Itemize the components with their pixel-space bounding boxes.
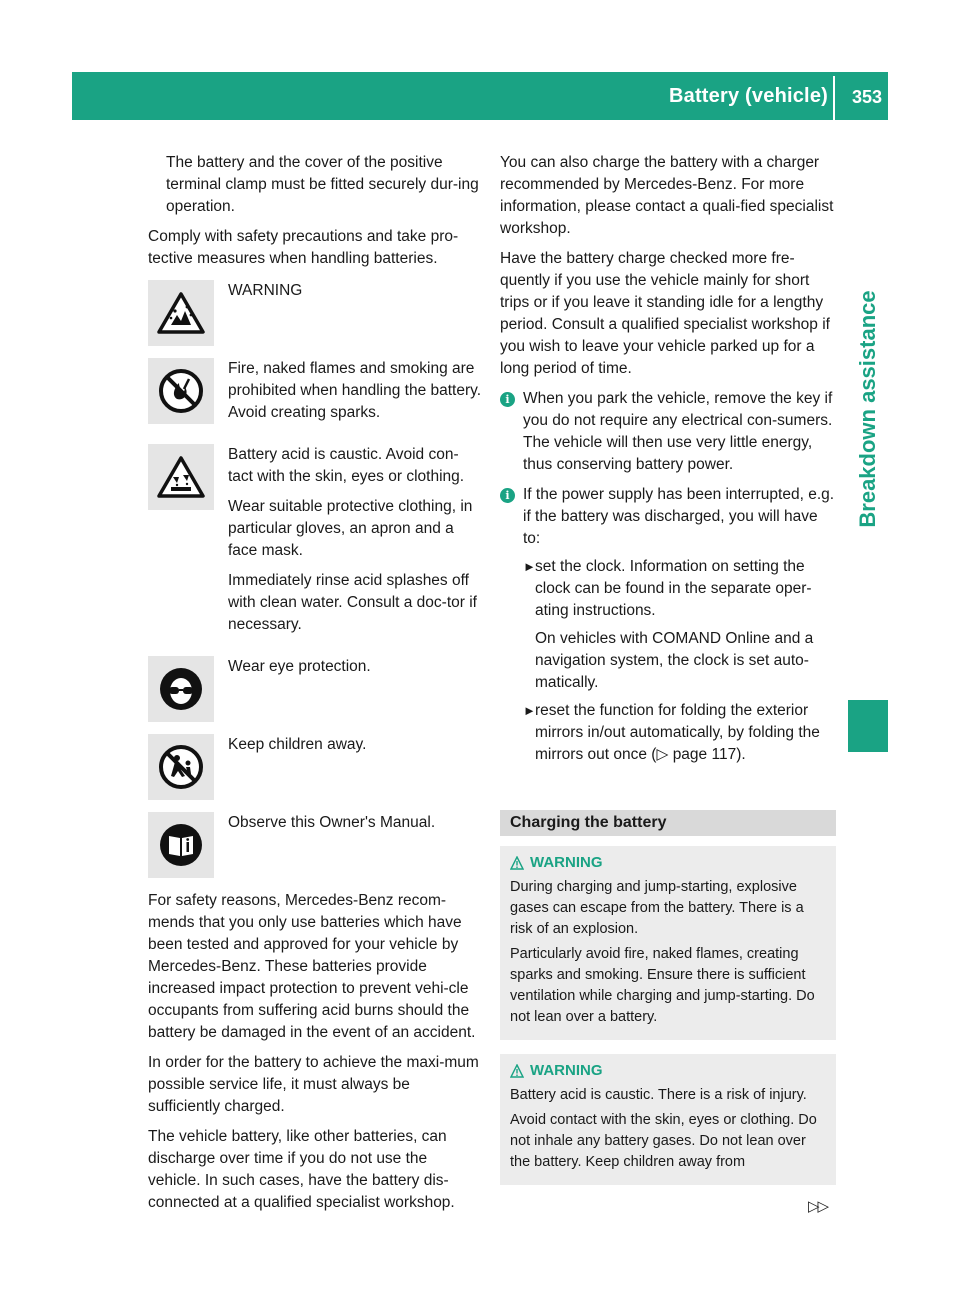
warning-box [500,846,836,1040]
symbol-row-owners-manual [148,812,482,878]
header-title: Battery (vehicle) [668,85,828,107]
warning-triangle-icon [510,856,524,870]
warning-text: During charging and jump-starting, explosive gases can escape from the battery. There is a risk of an explosion. [510,879,804,937]
info-text: When you park the vehicle, remove the key if you do not require any electrical con-sumers. The vehicle will then use very little energy, thus conserving battery power. [523,390,833,473]
symbol-text: WARNING [228,282,303,299]
paragraph: For safety reasons, Mercedes-Benz recom-mends that you only use batteries which have been tested and approved for your vehicle by Mercedes-Benz. These batteries provide increased impact protection to prevent vehi-cle occupants from suffering acid burns should the battery be damaged in the event of an accident. [148,892,476,1041]
bullet-icon: ► [523,703,536,718]
info-note [500,388,836,476]
warning-title: WARNING [530,1062,603,1079]
page-ref-arrow-icon: ▷ [656,746,673,763]
left-column [148,152,482,1222]
bullet-icon: ► [523,559,536,574]
warning-box [500,1054,836,1185]
side-tab-marker [848,700,888,752]
symbol-row-eye-protection [148,656,482,722]
symbol-row-warning [148,280,482,346]
section-heading: Charging the battery [500,810,836,836]
symbol-text: Wear suitable protective clothing, in particular gloves, an apron and a face mask. [228,498,473,559]
side-tab-label: Breakdown assistance [855,290,880,528]
paragraph: The vehicle battery, like other batteries, can discharge over time if you do not use the vehicle. In such cases, have the battery dis-connected at a qualified specialist workshop. [148,1128,455,1211]
explosion-warning-icon [148,280,214,346]
paragraph: In order for the battery to achieve the maxi-mum possible service life, it must always be sufficiently charged. [148,1054,479,1115]
comply-text: Comply with safety precautions and take pro-tective measures when handling batteries. [148,228,459,267]
symbol-row-no-fire [148,358,482,432]
warning-title: WARNING [530,854,603,871]
bullet-text: reset the function for folding the exterior mirrors in/out automatically, by folding the mirrors out once ( [535,702,820,763]
symbol-text: Fire, naked flames and smoking are prohibited when handling the battery. Avoid creating sparks. [228,360,482,421]
header-divider [833,76,835,120]
paragraph: You can also charge the battery with a charger recommended by Mercedes-Benz. For more information, please contact a quali-fied specialist workshop. [500,154,834,237]
corrosive-warning-icon [148,444,214,510]
bullet-subtext: On vehicles with COMAND Online and a navigation system, the clock is set auto-matically. [535,630,814,691]
symbol-text: Keep children away. [228,736,367,753]
info-icon: i [500,488,515,503]
warning-triangle-icon [510,1064,524,1078]
eye-protection-icon [148,656,214,722]
list-item [523,700,836,766]
warning-text: Battery acid is caustic. There is a risk of injury. [510,1087,807,1103]
no-fire-icon [148,358,214,424]
info-note [500,484,836,772]
symbol-text: Battery acid is caustic. Avoid con-tact with the skin, eyes or clothing. [228,446,465,485]
symbol-text: Immediately rinse acid splashes off with clean water. Consult a doc-tor if necessary. [228,572,477,633]
symbol-text: Observe this Owner's Manual. [228,814,436,831]
page-header [72,72,888,120]
keep-children-away-icon [148,734,214,800]
info-text: If the power supply has been interrupted, e.g. if the battery was discharged, you will have to: [523,486,835,547]
paragraph: Have the battery charge checked more fre-quently if you use the vehicle mainly for short trips or if you leave it standing idle for a lengthy period. Consult a qualified specialist workshop if you wish to leave your vehicle parked up for a long period of time. [500,250,830,377]
list-item [523,556,836,694]
symbol-row-keep-children-away [148,734,482,800]
intro-indent-text: The battery and the cover of the positive terminal clamp must be fitted securely dur-ing operation. [166,154,479,215]
info-icon: i [500,392,515,407]
section-side-tab [848,129,888,689]
continue-arrows-icon: ▷▷ [808,1198,828,1215]
owners-manual-icon [148,812,214,878]
symbol-text: Wear eye protection. [228,658,371,675]
symbol-row-corrosive [148,444,482,644]
page-reference-link[interactable]: page 117 [672,746,737,763]
warning-text: Avoid contact with the skin, eyes or clothing. Do not inhale any battery gases. Do not lean over the battery. Keep children away from [510,1112,817,1170]
warning-text: Particularly avoid fire, naked flames, creating sparks and smoking. Ensure there is sufficient ventilation while charging and jump-starting. Do not lean over a battery. [510,946,815,1025]
bullet-text: set the clock. Information on setting the clock can be found in the separate oper-ating instructions. [535,558,812,619]
right-column [500,152,836,1195]
bullet-text-end: ). [736,746,746,763]
page-number: 353 [851,87,882,107]
